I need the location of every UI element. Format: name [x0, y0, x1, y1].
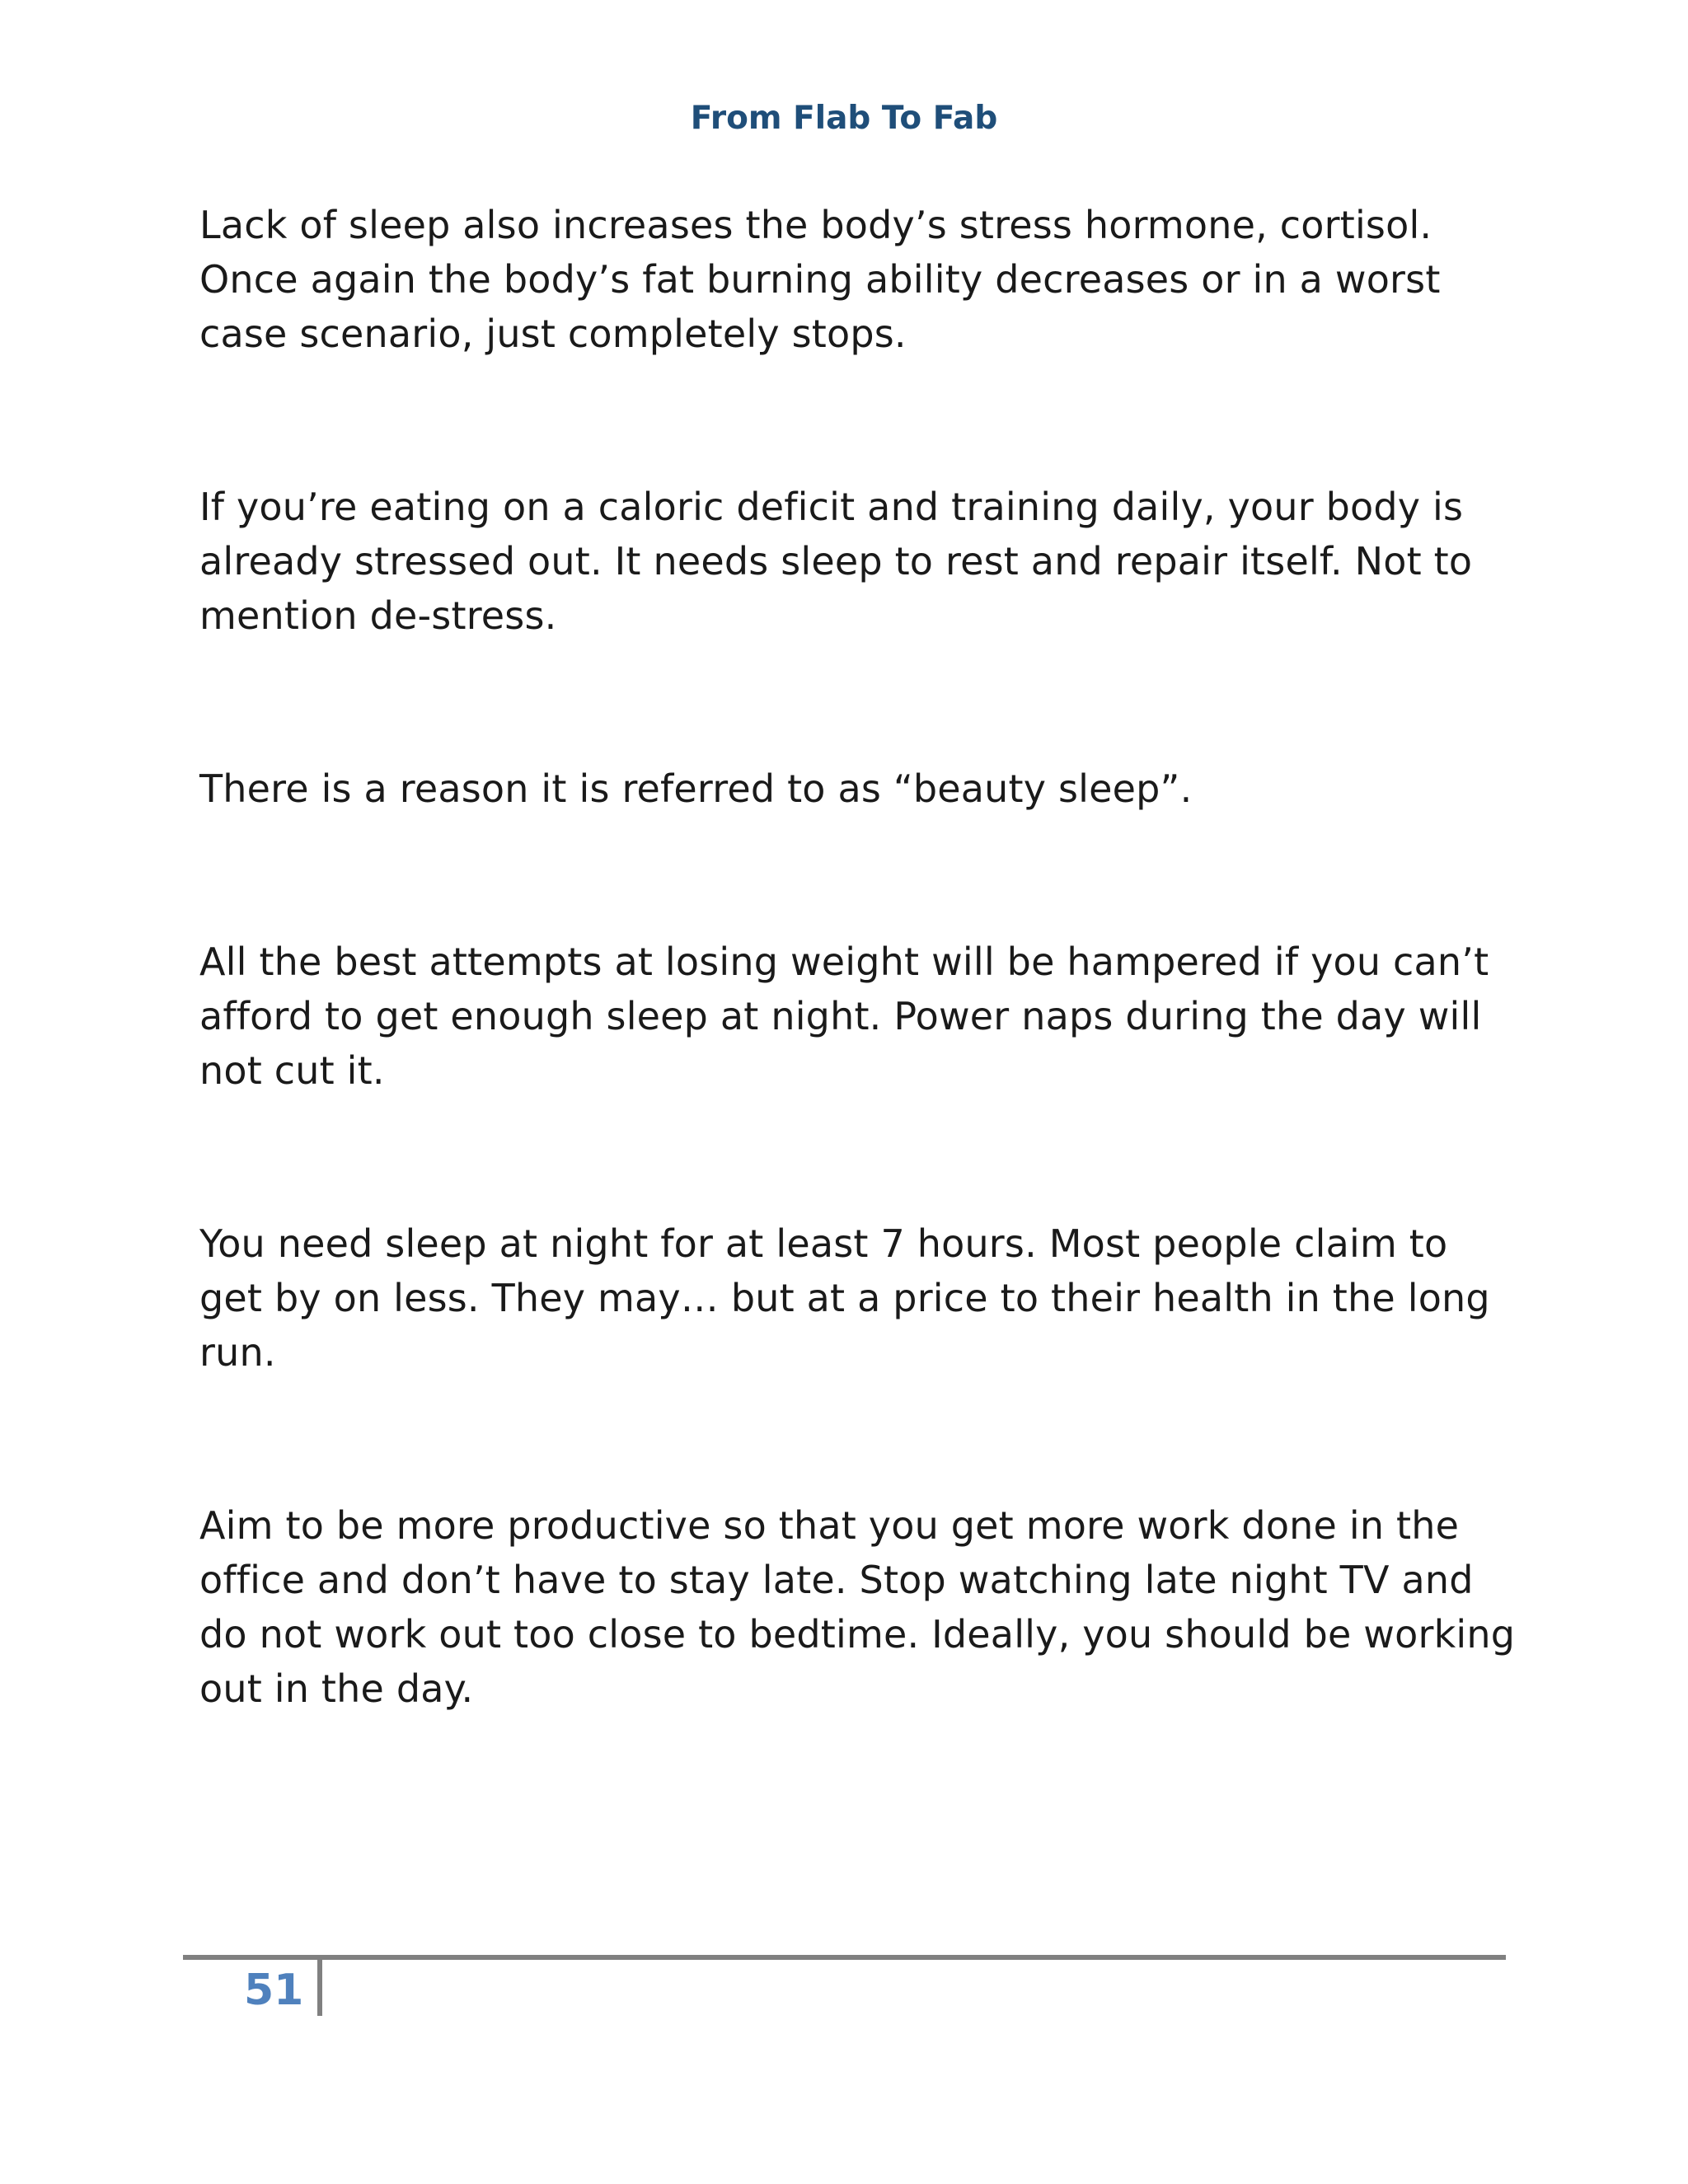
- paragraph-beauty-sleep: There is a reason it is referred to as “beauty sleep”.: [199, 766, 1193, 811]
- page-number-divider: [317, 1960, 322, 2016]
- page-number: 51: [244, 1966, 304, 2015]
- running-header-title: From Flab To Fab: [690, 100, 998, 137]
- body-text: [199, 198, 1518, 1835]
- paragraph-caloric-deficit: If you’re eating on a caloric deficit and training daily, your body is already stressed out. It needs sleep to rest and repair itself. Not to mention de-stress.: [199, 485, 1473, 638]
- paragraph-power-naps: All the best attempts at losing weight will be hampered if you can’t afford to get enough sleep at night. Power naps during the day will not cut it.: [199, 940, 1489, 1093]
- paragraph-seven-hours: You need sleep at night for at least 7 hours. Most people claim to get by on less. They may… but at a price to their health in the long run.: [199, 1221, 1490, 1375]
- paragraph-cortisol: Lack of sleep also increases the body’s stress hormone, cortisol. Once again the body’s fat burning ability decreases or in a worst case scenario, just completely stops.: [199, 203, 1441, 356]
- paragraph-productivity: Aim to be more productive so that you get more work done in the office and don’t have to stay late. Stop watching late night TV and do not work out too close to bedtime. Ideally, you should be working out in the day.: [199, 1503, 1516, 1711]
- footer-divider: [183, 1955, 1506, 1960]
